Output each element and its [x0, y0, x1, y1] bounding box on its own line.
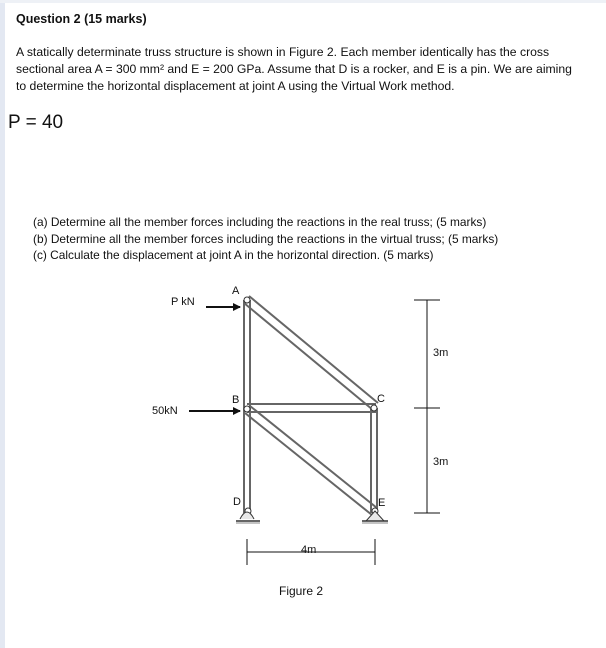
part-b: (b) Determine all the member forces including the reactions in the virtual truss; (5 marks) — [33, 231, 499, 246]
dimension-label-width: 4m — [301, 544, 317, 556]
joint-label-b: B — [232, 394, 240, 406]
dimension-label-lower: 3m — [433, 456, 449, 468]
part-c: (c) Calculate the displacement at joint A in the horizontal direction. (5 marks) — [33, 248, 434, 262]
paragraph-line: to determine the horizontal displacement at joint A using the Virtual Work method. — [16, 78, 455, 93]
joint-b — [244, 406, 250, 412]
question-heading: Question 2 (15 marks) — [16, 12, 147, 26]
vertical-dimension-line — [414, 300, 440, 513]
p-value: P = 40 — [8, 112, 64, 133]
part-a: (a) Determine all the member forces including the reactions in the real truss; (5 marks) — [33, 215, 487, 229]
joint-a — [244, 297, 250, 303]
joint-label-e: E — [378, 497, 386, 509]
pin-support-e-icon — [362, 511, 388, 523]
member-be — [245, 406, 377, 515]
rocker-support-d-icon — [236, 512, 260, 523]
joint-c — [371, 405, 377, 411]
member-ab — [244, 300, 250, 410]
joint-label-a: A — [232, 285, 240, 297]
member-bc — [247, 404, 376, 412]
dimension-label-upper: 3m — [433, 347, 449, 359]
member-bd — [244, 410, 250, 513]
joint-label-c: C — [377, 393, 385, 405]
load-label-50kn: 50kN — [152, 405, 178, 417]
member-ce — [371, 408, 377, 513]
load-label-p: P kN — [171, 296, 195, 308]
paragraph-line: A statically determinate truss structure is shown in Figure 2. Each member identically has the cross — [16, 45, 550, 59]
joint-label-d: D — [233, 496, 241, 508]
figure-caption: Figure 2 — [279, 584, 324, 598]
member-ac — [244, 296, 378, 410]
paragraph-line: sectional area A = 300 mm² and E = 200 GPa. Assume that D is a rocker, and E is a pin. We are aiming — [16, 61, 572, 76]
